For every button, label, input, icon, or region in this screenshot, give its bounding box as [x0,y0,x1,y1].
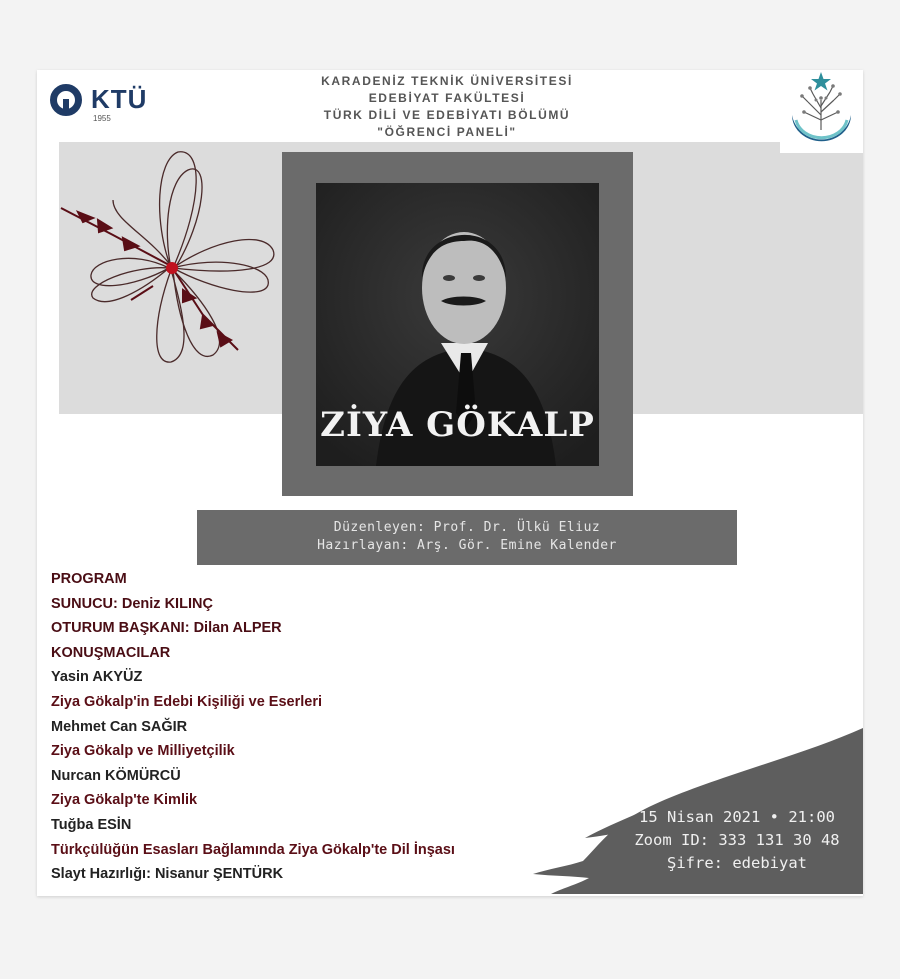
program-heading: PROGRAM [51,571,127,587]
preparer-line: Hazırlayan: Arş. Gör. Emine Kalender [317,538,617,553]
university-name: KARADENİZ TEKNİK ÜNİVERSİTESİ [321,74,573,88]
speaker-name: Yasin AKYÜZ [51,669,143,686]
speaker-topic: Ziya Gökalp ve Milliyetçilik [51,743,235,760]
flower-illustration-icon [53,140,303,390]
zoom-password: Şifre: edebiyat [667,854,807,872]
event-details [612,806,862,875]
event-datetime: 15 Nisan 2021 • 21:00 [639,808,835,826]
speakers-heading: KONUŞMACILAR [51,644,171,661]
ktu-ring-icon [50,84,82,116]
event-poster [37,70,863,896]
speaker-name: Tuğba ESİN [51,816,132,833]
speaker-name: Nurcan KÖMÜRCÜ [51,767,181,784]
photo-title: ZİYA GÖKALP [320,405,595,445]
host-line: SUNUCU: Deniz KILINÇ [51,595,213,612]
event-name: "ÖĞRENCİ PANELİ" [377,125,517,139]
department-name: TÜRK DİLİ VE EDEBİYATI BÖLÜMÜ [323,108,571,122]
program-list [51,567,455,887]
ktu-logo-abbr: KTÜ [91,84,148,114]
ktu-logo-icon [37,70,171,140]
chair-line: OTURUM BAŞKANI: Dilan ALPER [51,620,282,637]
photo-frame [282,152,633,496]
organizer-line: Düzenleyen: Prof. Dr. Ülkü Eliuz [333,520,601,535]
faculty-name: EDEBİYAT FAKÜLTESİ [368,91,526,105]
slides-credit: Slayt Hazırlığı: Nisanur ŞENTÜRK [51,866,284,883]
header-block [247,70,647,141]
zoom-id: Zoom ID: 333 131 30 48 [634,831,840,849]
portrait-photo [316,183,599,466]
speaker-topic: Ziya Gökalp'in Edebi Kişiliği ve Eserleri [51,693,322,710]
speaker-name: Mehmet Can SAĞIR [51,718,188,735]
speaker-topic: Ziya Gökalp'te Kimlik [51,792,198,809]
credits-box [197,510,737,565]
tree-crescent-star-icon [780,70,863,153]
speaker-topic: Türkçülüğün Esasları Bağlamında Ziya Gökalp'te Dil İnşası [51,841,455,858]
ktu-logo-year: 1955 [93,114,111,123]
